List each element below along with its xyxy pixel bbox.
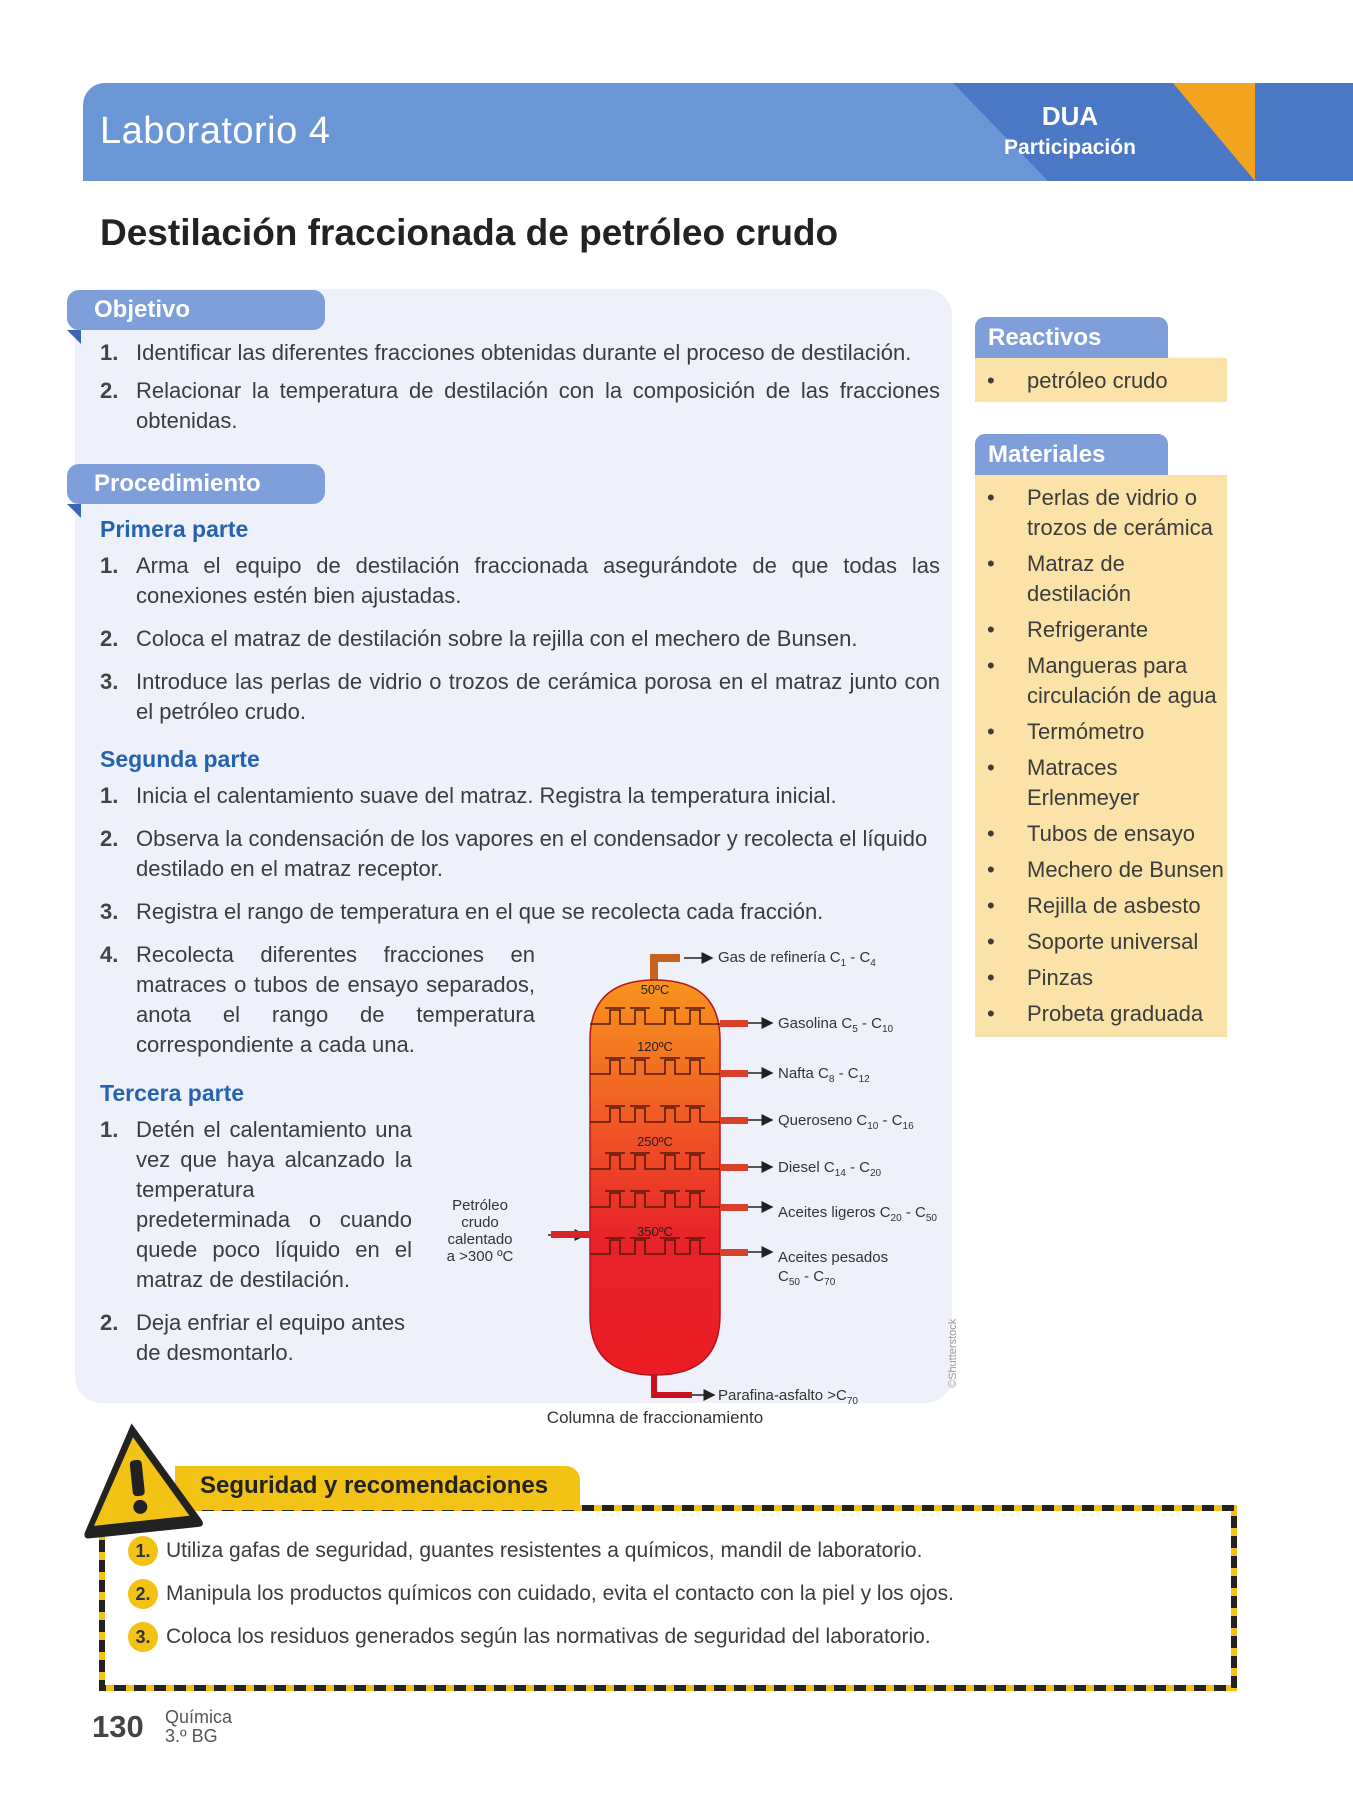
procedimiento-heading: Procedimiento bbox=[67, 464, 325, 504]
dua-title: DUA bbox=[1041, 101, 1099, 131]
side-outlets bbox=[720, 1020, 772, 1256]
page-title: Destilación fraccionada de petróleo crudo bbox=[100, 212, 839, 253]
input-label-4: a >300 ºC bbox=[446, 1248, 514, 1265]
grade-label: 3.º BG bbox=[165, 1726, 218, 1746]
fractionation-diagram bbox=[440, 930, 960, 1427]
list-item: 1. Inicia el calentamiento suave del matraz. Registra la temperatura inicial. bbox=[100, 783, 837, 808]
output-label: Aceites ligeros $C_{20} - C_{50}$ bbox=[778, 1204, 937, 1224]
warning-icon bbox=[76, 1415, 206, 1540]
materiales-list bbox=[975, 475, 1227, 1037]
objetivo-heading: Objetivo bbox=[67, 290, 325, 330]
subject-name: Química bbox=[165, 1707, 233, 1727]
reactivos-list bbox=[975, 358, 1227, 402]
outlet-pipe bbox=[720, 1020, 748, 1027]
list-item: 4. Recolecta diferentes fracciones en matraces o tubos de ensayo separados, anota el rango de temperatura correspondiente a cada una. bbox=[100, 942, 535, 1057]
objetivo-list bbox=[100, 338, 940, 436]
page-number: 130 bbox=[92, 1709, 144, 1744]
outlet-pipe bbox=[720, 1204, 748, 1211]
list-item: 1. Detén el calentamiento una vez que haya alcanzado la temperatura predeterminada o cuando quede poco líquido en el matraz de destilación. bbox=[100, 1117, 412, 1292]
input-label-2: crudo bbox=[461, 1214, 499, 1231]
output-labels bbox=[718, 949, 937, 1407]
dua-subtitle: Participación bbox=[1004, 136, 1136, 159]
list-item: 1. Identificar las diferentes fracciones obtenidas durante el proceso de destilación. bbox=[100, 340, 912, 365]
list-item: 1. Arma el equipo de destilación fraccionada asegurándote de que todas las conexiones estén bien ajustadas. bbox=[100, 553, 940, 608]
image-credit: ©Shutterstock bbox=[947, 1318, 959, 1388]
list-item: • Probeta graduada bbox=[975, 999, 1227, 1029]
primera-parte-list bbox=[100, 551, 940, 727]
list-item: • Matraz de destilación bbox=[975, 549, 1227, 609]
output-label: Nafta $C_8 - C_{12}$ bbox=[778, 1065, 870, 1085]
output-label: Gas de refinería $C_1 - C_4$ bbox=[718, 949, 876, 969]
tab-flag bbox=[67, 504, 81, 518]
input-label-1: Petróleo bbox=[452, 1197, 508, 1214]
segunda-parte-title: Segunda parte bbox=[100, 746, 260, 772]
outlet-pipe bbox=[720, 1164, 748, 1171]
temp-label-250: 250ºC bbox=[637, 1134, 673, 1149]
list-item: 2. Observa la condensación de los vapores en el condensador y recolecta el líquido destilado en el matraz receptor. bbox=[100, 826, 928, 881]
list-item: • Tubos de ensayo bbox=[975, 819, 1227, 849]
diagram-caption: Columna de fraccionamiento bbox=[546, 1408, 764, 1427]
input-pipe bbox=[551, 1231, 591, 1238]
outlet-pipe bbox=[720, 1070, 748, 1077]
list-item: 3. Coloca los residuos generados según las normativas de seguridad del laboratorio. bbox=[128, 1620, 1208, 1654]
procedimiento-tab bbox=[67, 464, 325, 518]
footer-subject bbox=[165, 1708, 232, 1746]
list-item: • Mangueras para circulación de agua bbox=[975, 651, 1227, 711]
reactivos-box bbox=[975, 317, 1227, 402]
list-item: • Termómetro bbox=[975, 717, 1227, 747]
temp-label-50: 50ºC bbox=[640, 982, 670, 997]
output-label: Aceites pesados bbox=[778, 1249, 889, 1266]
list-item: • Soporte universal bbox=[975, 927, 1227, 957]
input-label-3: calentado bbox=[447, 1231, 513, 1248]
list-item: 2. Coloca el matraz de destilación sobre la rejilla con el mechero de Bunsen. bbox=[100, 626, 858, 651]
lab-title: Laboratorio 4 bbox=[100, 110, 331, 152]
number-badge: 3. bbox=[128, 1622, 158, 1652]
list-item: • Mechero de Bunsen bbox=[975, 855, 1227, 885]
outlet-pipe bbox=[720, 1117, 748, 1124]
number-badge: 1. bbox=[128, 1536, 158, 1566]
materiales-box bbox=[975, 434, 1227, 1037]
output-label: Queroseno $C_{10} - C_{16}$ bbox=[778, 1112, 914, 1132]
list-item: • Perlas de vidrio o trozos de cerámica bbox=[975, 483, 1227, 543]
output-label-line2: $C_{50} - C_{70}$ bbox=[778, 1268, 836, 1288]
temp-label-350: 350ºC bbox=[637, 1224, 673, 1239]
list-item: 2. Manipula los productos químicos con cuidado, evita el contacto con la piel y los ojos. bbox=[128, 1577, 1208, 1611]
tercera-parte-title: Tercera parte bbox=[100, 1080, 245, 1106]
list-item: 3. Introduce las perlas de vidrio o trozos de cerámica porosa en el matraz junto con el petróleo crudo. bbox=[100, 669, 940, 724]
list-item: • Rejilla de asbesto bbox=[975, 891, 1227, 921]
tab-flag bbox=[67, 330, 81, 344]
banner-dark-band bbox=[953, 83, 1353, 181]
list-item: 2. Deja enfriar el equipo antes de desmontarlo. bbox=[100, 1310, 406, 1365]
list-item: 3. Registra el rango de temperatura en el que se recolecta cada fracción. bbox=[100, 899, 824, 924]
materiales-heading: Materiales bbox=[975, 434, 1168, 475]
output-label: Diesel $C_{14} - C_{20}$ bbox=[778, 1159, 882, 1179]
list-item: 1. Utiliza gafas de seguridad, guantes resistentes a químicos, mandil de laboratorio. bbox=[128, 1534, 1208, 1568]
output-label: Gasolina $C_5 - C_{10}$ bbox=[778, 1015, 894, 1035]
objetivo-tab bbox=[67, 290, 325, 344]
list-item: • petróleo crudo bbox=[975, 366, 1227, 396]
temp-label-120: 120ºC bbox=[637, 1039, 673, 1054]
primera-parte-title: Primera parte bbox=[100, 516, 249, 542]
tercera-parte-list bbox=[100, 1115, 412, 1368]
list-item: • Matraces Erlenmeyer bbox=[975, 753, 1227, 813]
safety-heading: Seguridad y recomendaciones bbox=[200, 1472, 549, 1499]
number-badge: 2. bbox=[128, 1579, 158, 1609]
safety-list bbox=[128, 1534, 1208, 1654]
list-item: 2. Relacionar la temperatura de destilación con la composición de las fracciones obtenidas. bbox=[100, 378, 940, 433]
bottom-pipe bbox=[654, 1375, 692, 1395]
list-item: • Refrigerante bbox=[975, 615, 1227, 645]
outlet-pipe bbox=[720, 1249, 748, 1256]
output-label: Parafina-asfalto $>C_{70}$ bbox=[718, 1387, 858, 1407]
reactivos-heading: Reactivos bbox=[975, 317, 1168, 358]
list-item: • Pinzas bbox=[975, 963, 1227, 993]
